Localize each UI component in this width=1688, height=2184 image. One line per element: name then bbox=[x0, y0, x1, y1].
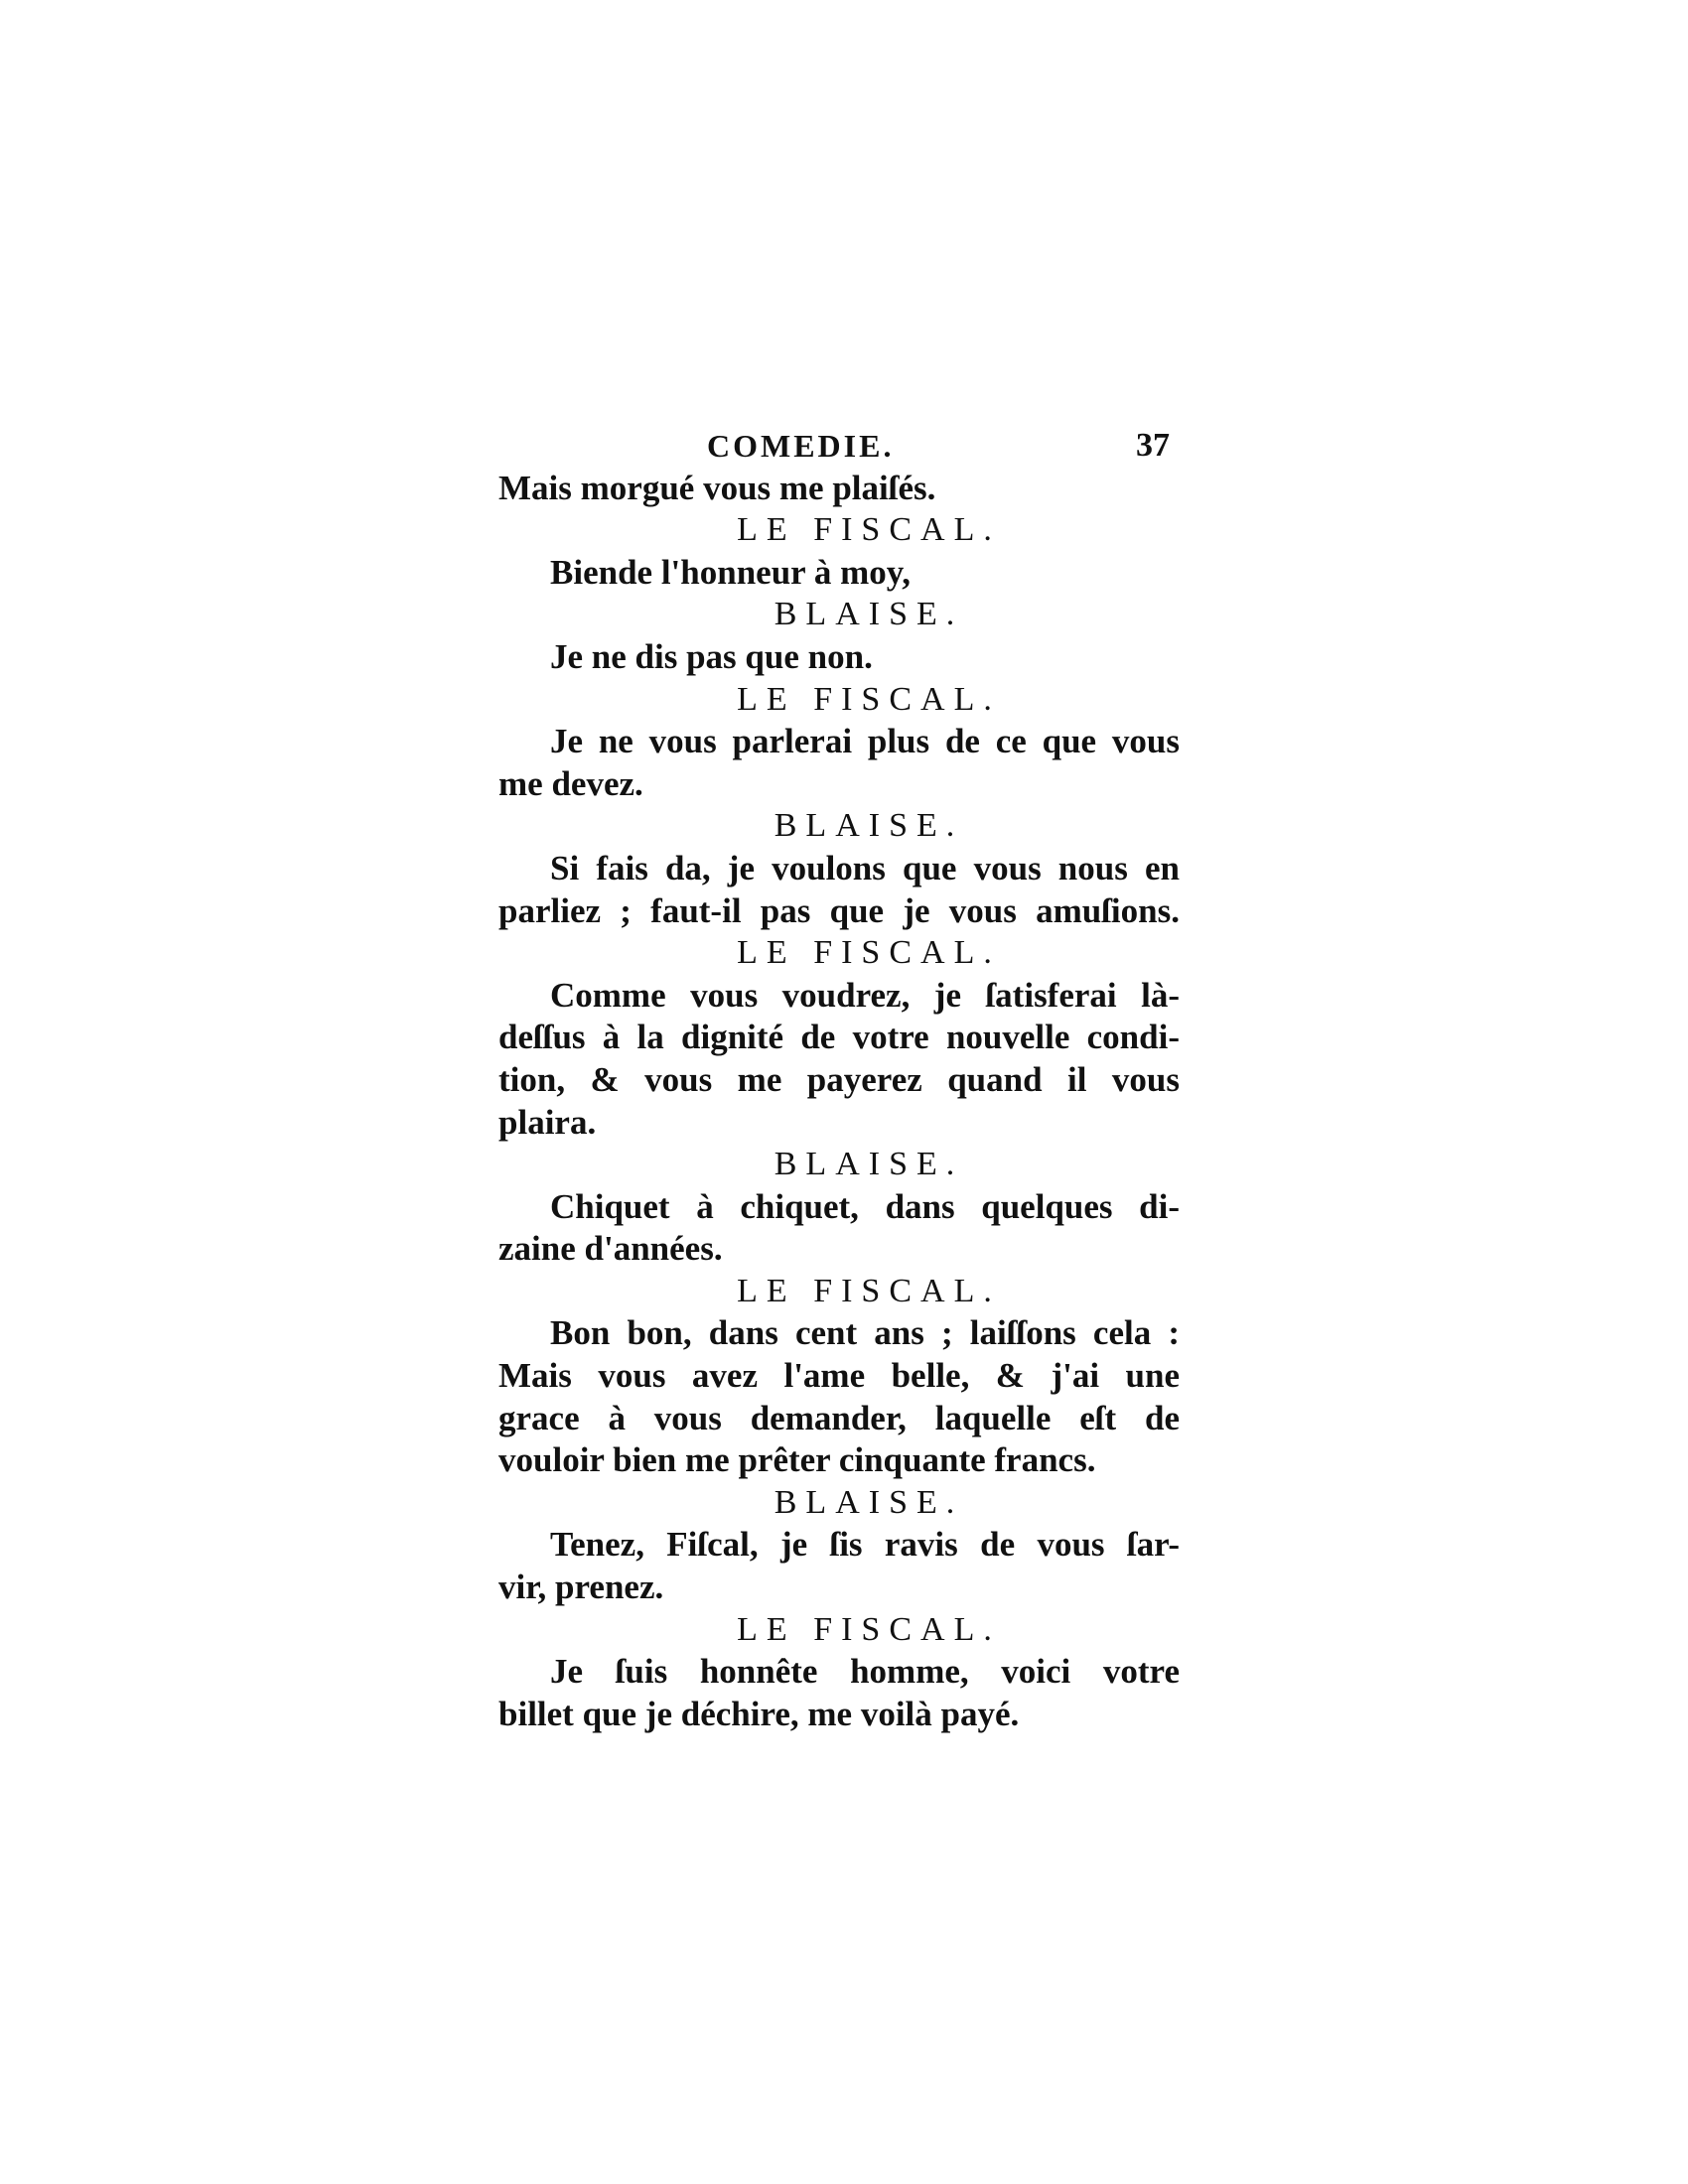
dialogue-line: plaira. bbox=[498, 1102, 597, 1142]
dialogue-line: zaine d'années. bbox=[498, 1229, 723, 1269]
dialogue-line: Comme vous voudrez, je ſatisferai là- bbox=[550, 975, 1180, 1015]
dialogue-line: Chiquet à chiquet, dans quelques di- bbox=[550, 1186, 1180, 1226]
speaker-name: BLAISE. bbox=[774, 596, 964, 633]
dialogue-line: Je ne dis pas que non. bbox=[550, 636, 873, 676]
speaker-name: LE FISCAL. bbox=[737, 1610, 1001, 1648]
dialogue-line: grace à vous demander, laquelle eſt de bbox=[498, 1398, 1180, 1437]
dialogue-line: parliez ; faut-il pas que je vous amuſions. bbox=[498, 890, 1180, 930]
dialogue-line: Je ne vous parlerai plus de ce que vous bbox=[550, 722, 1180, 761]
speaker-name: LE FISCAL. bbox=[737, 1272, 1001, 1309]
dialogue-line: Mais vous avez l'ame belle, & j'ai une bbox=[498, 1356, 1180, 1396]
dialogue-line: tion, & vous me payerez quand il vous bbox=[498, 1059, 1180, 1099]
dialogue-line: me devez. bbox=[498, 763, 643, 803]
dialogue-line: Tenez, Fiſcal, je ſis ravis de vous ſar- bbox=[550, 1525, 1180, 1565]
dialogue-line: Biende l'honneur à moy, bbox=[550, 552, 912, 592]
dialogue-line: deſſus à la dignité de votre nouvelle condi- bbox=[498, 1018, 1180, 1057]
dialogue-line: vouloir bien me prêter cinquante francs. bbox=[498, 1440, 1096, 1480]
speaker-name: LE FISCAL. bbox=[737, 934, 1001, 972]
dialogue-line: Mais morgué vous me plaiſés. bbox=[498, 468, 936, 507]
running-title: COMEDIE. bbox=[707, 428, 895, 464]
dialogue-line: Si fais da, je voulons que vous nous en bbox=[550, 848, 1180, 887]
speaker-name: LE FISCAL. bbox=[737, 680, 1001, 718]
speaker-name: BLAISE. bbox=[774, 807, 964, 845]
page-number: 37 bbox=[1136, 427, 1170, 464]
running-header bbox=[498, 425, 1180, 468]
dialogue-line: Je ſuis honnête homme, voici votre bbox=[550, 1652, 1180, 1692]
speaker-name: LE FISCAL. bbox=[737, 511, 1001, 549]
dialogue-line: billet que je déchire, me voilà payé. bbox=[498, 1694, 1020, 1733]
speaker-name: BLAISE. bbox=[774, 1146, 964, 1183]
dialogue-line: vir, prenez. bbox=[498, 1568, 664, 1607]
speaker-name: BLAISE. bbox=[774, 1483, 964, 1521]
text-block bbox=[498, 425, 1180, 1735]
dialogue-line: Bon bon, dans cent ans ; laiſſons cela : bbox=[550, 1313, 1180, 1353]
